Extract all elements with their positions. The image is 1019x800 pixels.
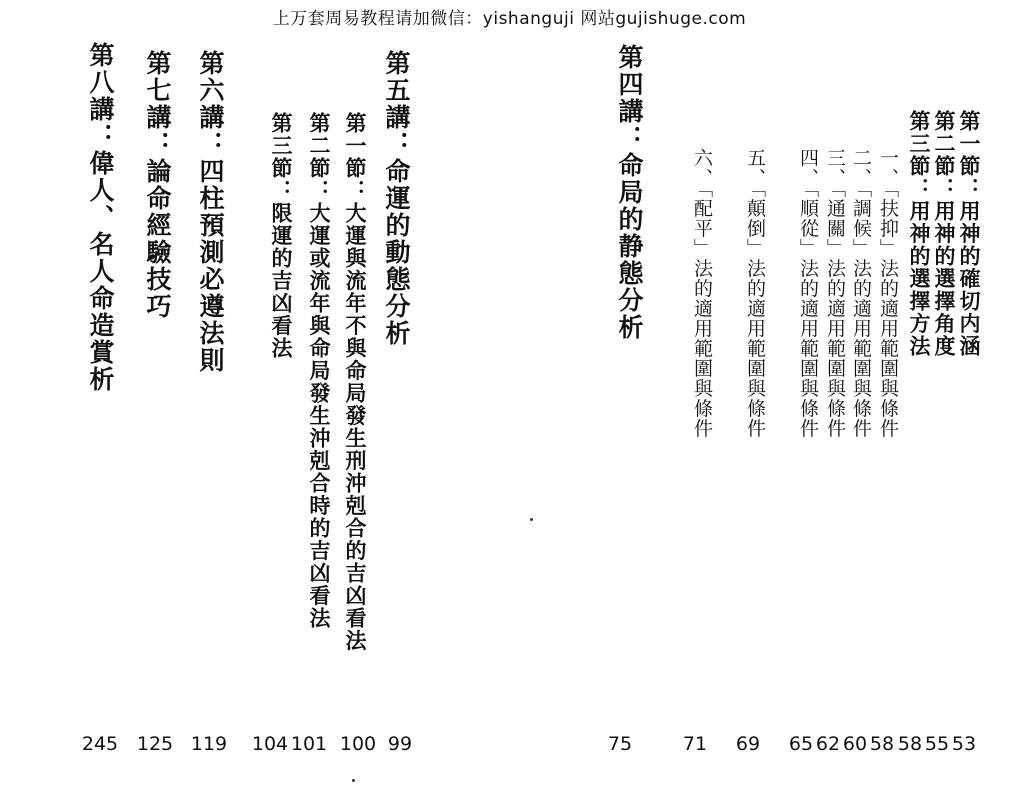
page-number-lecture-8: 245 [81, 733, 119, 755]
page-number-item-4-3-6: 71 [682, 733, 708, 755]
toc-entry-lecture-4: 第四講：命局的静態分析 [615, 44, 644, 341]
toc-entry-section-4-3: 第三節：用神的選擇方法 [907, 110, 931, 358]
toc-entry-item-4-3-2: 二、「調候」法的適用範圍與條件 [850, 148, 872, 439]
toc-entry-section-4-1: 第一節：用神的確切内涵 [957, 110, 981, 358]
toc-entry-item-4-3-1: 一、「扶抑」法的適用範圍與條件 [877, 148, 899, 439]
page-number-item-4-3-1: 58 [869, 733, 895, 755]
page-number-lecture-7: 125 [136, 733, 174, 755]
page-number-lecture-6: 119 [190, 733, 228, 755]
page-number-section-5-3: 104 [251, 733, 289, 755]
page-number-lecture-5: 99 [387, 733, 413, 755]
toc-entry-section-5-2: 第二節：大運或流年與命局發生沖剋合時的吉凶看法 [307, 112, 331, 630]
page-number-lecture-4: 75 [607, 733, 633, 755]
page-number-section-4-1: 53 [951, 733, 977, 755]
page-number-section-5-2: 101 [290, 733, 328, 755]
toc-entry-lecture-7: 第七講：論命經驗技巧 [143, 50, 172, 320]
page-number-section-4-2: 55 [924, 733, 950, 755]
page-number-item-4-3-4: 65 [788, 733, 814, 755]
toc-entry-section-5-1: 第一節：大運與流年不與命局發生刑沖剋合的吉凶看法 [343, 112, 367, 652]
toc-entry-section-4-2: 第二節：用神的選擇角度 [932, 110, 956, 358]
page-speck [530, 518, 533, 521]
toc-entry-lecture-5: 第五講：命運的動態分析 [382, 50, 411, 347]
page-number-section-5-1: 100 [339, 733, 377, 755]
toc-entry-section-5-3: 第三節：限運的吉凶看法 [269, 112, 293, 360]
toc-entry-lecture-6: 第六講：四柱預測必遵法則 [196, 50, 225, 374]
watermark-text: 上万套周易教程请加微信：yishanguji 网站gujishuge.com [272, 9, 747, 29]
page-number-item-4-3-2: 60 [842, 733, 868, 755]
toc-entry-lecture-8: 第八講：偉人、名人命造賞析 [86, 42, 115, 393]
page-speck-2 [352, 779, 355, 782]
page-number-item-4-3-5: 69 [735, 733, 761, 755]
toc-entry-item-4-3-3: 三、「通關」法的適用範圍與條件 [824, 148, 846, 439]
toc-entry-item-4-3-6: 六、「配平」法的適用範圍與條件 [691, 148, 713, 439]
page-number-item-4-3-3: 62 [815, 733, 841, 755]
page-number-section-4-3: 58 [897, 733, 923, 755]
toc-entry-item-4-3-5: 五、「顛倒」法的適用範圍與條件 [744, 148, 766, 439]
toc-entry-item-4-3-4: 四、「順從」法的適用範圍與條件 [797, 148, 819, 439]
